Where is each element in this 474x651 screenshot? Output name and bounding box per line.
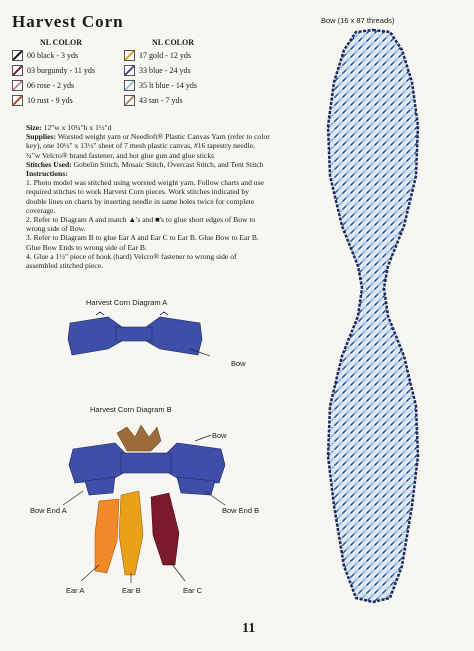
diagram-b-title: Harvest Corn Diagram B: [90, 405, 172, 414]
bow-outline: [328, 30, 418, 602]
yarn-swatch-icon: [12, 50, 23, 61]
ear-a: [95, 499, 119, 573]
diagram-b-bow-label: Bow: [212, 431, 227, 440]
instruction-step: 4. Glue a 1½" piece of hook (hard) Velcro® fastener to wrong side of assembled stitched piece.: [26, 251, 237, 271]
yarn-swatch-icon: [124, 80, 135, 91]
size-line: [26, 123, 270, 132]
yarn-swatch-icon: [12, 95, 23, 106]
yarn-swatch-icon: [12, 65, 23, 76]
color-key-label: 06 rose - 2 yds: [27, 81, 75, 90]
color-key-header-left: NL COLOR: [40, 38, 83, 47]
color-key-label: 33 blue - 24 yds: [139, 66, 191, 75]
bow-pattern-chart: [318, 26, 428, 608]
diagram-b-bow-end-b-label: Bow End B: [222, 506, 260, 515]
color-key-label: 03 burgundy - 11 yds: [27, 66, 95, 75]
instruction-step: 2. Refer to Diagram A and match ▲'s and ■'s to glue short edges of Bow to wrong side of Bow.: [26, 215, 256, 234]
size-label: Size:: [26, 123, 42, 132]
bow-shape: [68, 317, 202, 355]
supplies-text: Worsted weight yarn or Needloft® Plastic Canvas Yarn (refer to color key), one 10½" x 13½" sheet of 7 mesh plastic canvas, #16 tapestry needle, ¾"w Velcro® brand fastener, and hot glue gun and glue sticks: [26, 132, 270, 160]
color-key-item: [12, 78, 95, 93]
instructions-block: [26, 123, 270, 270]
color-key-item: [12, 63, 95, 78]
color-key-item: [12, 48, 95, 63]
supplies-line: [26, 132, 270, 160]
stitch-ticks: [96, 312, 168, 315]
size-text: 12"w x 10¾"h x 1½"d: [43, 123, 112, 132]
instruction-step: 3. Refer to Diagram B to glue Ear A and Ear C to Ear B. Glue Bow to Ear B. Glue Bow Ends to wrong side of Ear B.: [26, 233, 259, 252]
supplies-label: Supplies:: [26, 132, 56, 142]
color-key-label: 43 tan - 7 yds: [139, 96, 183, 105]
color-key-label: 17 gold - 12 yds: [139, 51, 191, 60]
color-key-left: [12, 48, 95, 108]
stitches-line: [26, 160, 270, 169]
color-key-item: [12, 93, 95, 108]
pattern-title: Bow (16 x 87 threads): [321, 16, 395, 25]
yarn-swatch-icon: [124, 65, 135, 76]
yarn-swatch-icon: [124, 50, 135, 61]
color-key-right: [124, 48, 197, 108]
color-key-item: [124, 93, 197, 108]
diagram-b-bow-end-a-label: Bow End A: [30, 506, 67, 515]
diagram-b-ear-c-label: Ear C: [183, 586, 203, 595]
color-key-item: [124, 78, 197, 93]
stitches-label: Stitches Used:: [26, 159, 72, 169]
instruction-step: 1. Photo model was stitched using worsted weight yarn. Follow charts and use required stitches to work Harvest Corn pieces. Work stitches indicated by double lines on charts by inserting needle in same holes twice for complete coverage.: [26, 178, 264, 215]
ear-c: [151, 493, 179, 565]
ear-b: [119, 491, 143, 575]
diagram-a-illustration: [60, 305, 210, 365]
color-key-item: [124, 48, 197, 63]
yarn-swatch-icon: [124, 95, 135, 106]
color-key-item: [124, 63, 197, 78]
diagram-b-ear-a-label: Ear A: [66, 586, 85, 595]
instructions-heading: Instructions:: [26, 169, 68, 179]
page-number: 11: [242, 621, 256, 636]
stitches-text: Gobelin Stitch, Mosaic Stitch, Overcast Stitch, and Tent Stitch: [73, 159, 264, 169]
diagram-a-bow-label: Bow: [231, 359, 246, 368]
diagram-b-ear-b-label: Ear B: [122, 586, 141, 595]
diagram-a-title: Harvest Corn Diagram A: [86, 298, 168, 307]
page-title: Harvest Corn: [12, 12, 124, 31]
yarn-swatch-icon: [12, 80, 23, 91]
color-key-label: 10 rust - 9 yds: [27, 96, 73, 105]
color-key-label: 00 black - 3 yds: [27, 51, 79, 60]
color-key-label: 35 lt blue - 14 yds: [139, 81, 197, 90]
color-key-header-right: NL COLOR: [152, 38, 195, 47]
diagram-b-illustration: [55, 415, 245, 595]
corn-husk-top: [117, 425, 161, 451]
